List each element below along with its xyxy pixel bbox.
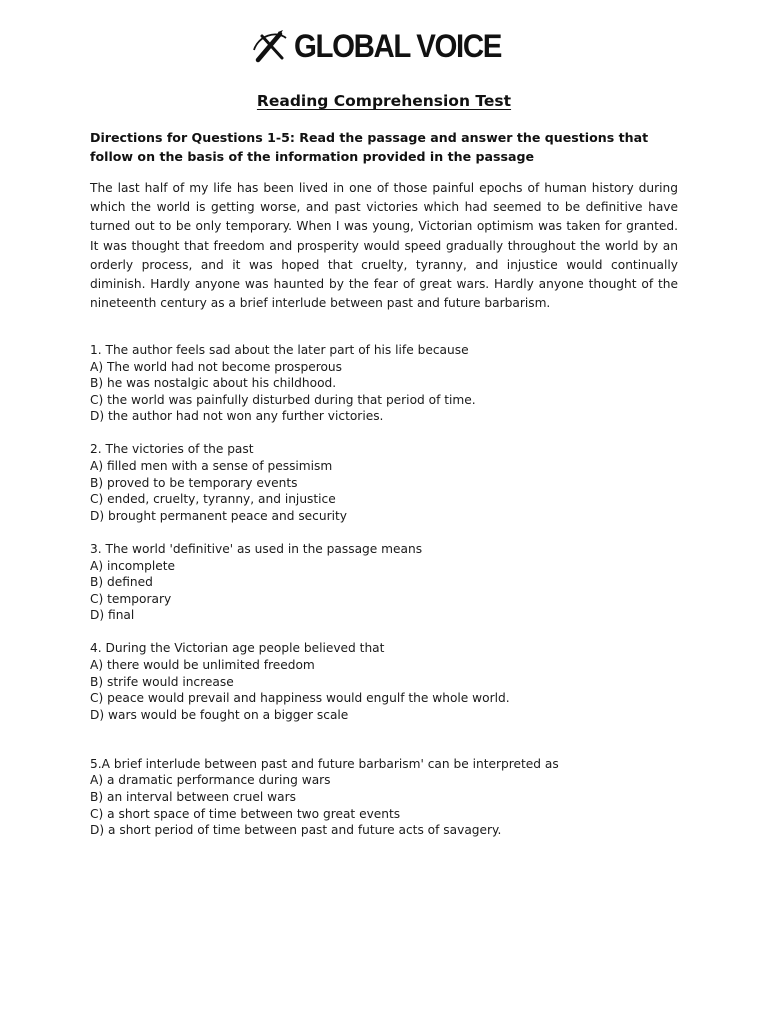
option-b: B) an interval between cruel wars <box>90 790 296 805</box>
option-a: A) incomplete <box>90 558 176 573</box>
option-b: B) defined <box>90 575 153 590</box>
header <box>0 26 768 66</box>
option-a: A) filled men with a sense of pessimism <box>90 459 333 474</box>
option-c: C) temporary <box>90 591 172 606</box>
option-a: A) The world had not become prosperous <box>90 359 343 374</box>
question-stem: 3. The world 'definitive' as used in the passage means <box>90 541 423 556</box>
option-c: C) ended, cruelty, tyranny, and injustice <box>90 492 336 507</box>
question-5 <box>90 756 690 839</box>
option-c: C) peace would prevail and happiness would engulf the whole world. <box>90 691 510 706</box>
option-c: C) a short space of time between two great events <box>90 806 401 821</box>
option-d: D) the author had not won any further victories. <box>90 409 384 424</box>
option-b: B) he was nostalgic about his childhood. <box>90 376 337 391</box>
question-1 <box>90 342 690 425</box>
passage: The last half of my life has been lived in one of those painful epochs of human history during which the world is getting worse, and past victories which had seemed to be definitive have turned out to be only temporary. When I was young, Victorian optimism was taken for granted. It was thought that freedom and prosperity would speed gradually throughout the world by an orderly process, and it was hoped that cruelty, tyranny, and injustice would continually diminish. Hardly anyone was haunted by the fear of great wars. Hardly anyone thought of the nineteenth century as a brief interlude between past and future barbarism. <box>90 181 678 311</box>
option-d: D) a short period of time between past and future acts of savagery. <box>90 823 502 838</box>
page-title: Reading Comprehension Test <box>256 92 512 110</box>
option-c: C) the world was painfully disturbed during that period of time. <box>90 392 476 407</box>
question-stem: 1. The author feels sad about the later part of his life because <box>90 343 469 357</box>
question-stem: 4. During the Victorian age people believed that <box>90 641 385 656</box>
question-2 <box>90 441 690 524</box>
question-3 <box>90 541 690 624</box>
question-stem: 2. The victories of the past <box>90 442 254 457</box>
option-d: D) wars would be fought on a bigger scale <box>90 707 349 722</box>
question-4 <box>90 640 690 723</box>
directions: Directions for Questions 1-5: Read the passage and answer the questions that follow on the basis of the information provided in the passage <box>90 130 649 164</box>
question-stem: 5.A brief interlude between past and future barbarism' can be interpreted as <box>90 756 559 771</box>
option-d: D) final <box>90 608 135 623</box>
option-a: A) a dramatic performance during wars <box>90 773 331 788</box>
option-b: B) strife would increase <box>90 674 234 689</box>
option-a: A) there would be unlimited freedom <box>90 658 315 672</box>
question-list <box>90 342 690 839</box>
crossed-x-swoosh-icon <box>250 26 290 66</box>
brand-name: GLOBAL VOICE <box>293 27 501 64</box>
option-b: B) proved to be temporary events <box>90 475 298 490</box>
option-d: D) brought permanent peace and security <box>90 508 347 523</box>
